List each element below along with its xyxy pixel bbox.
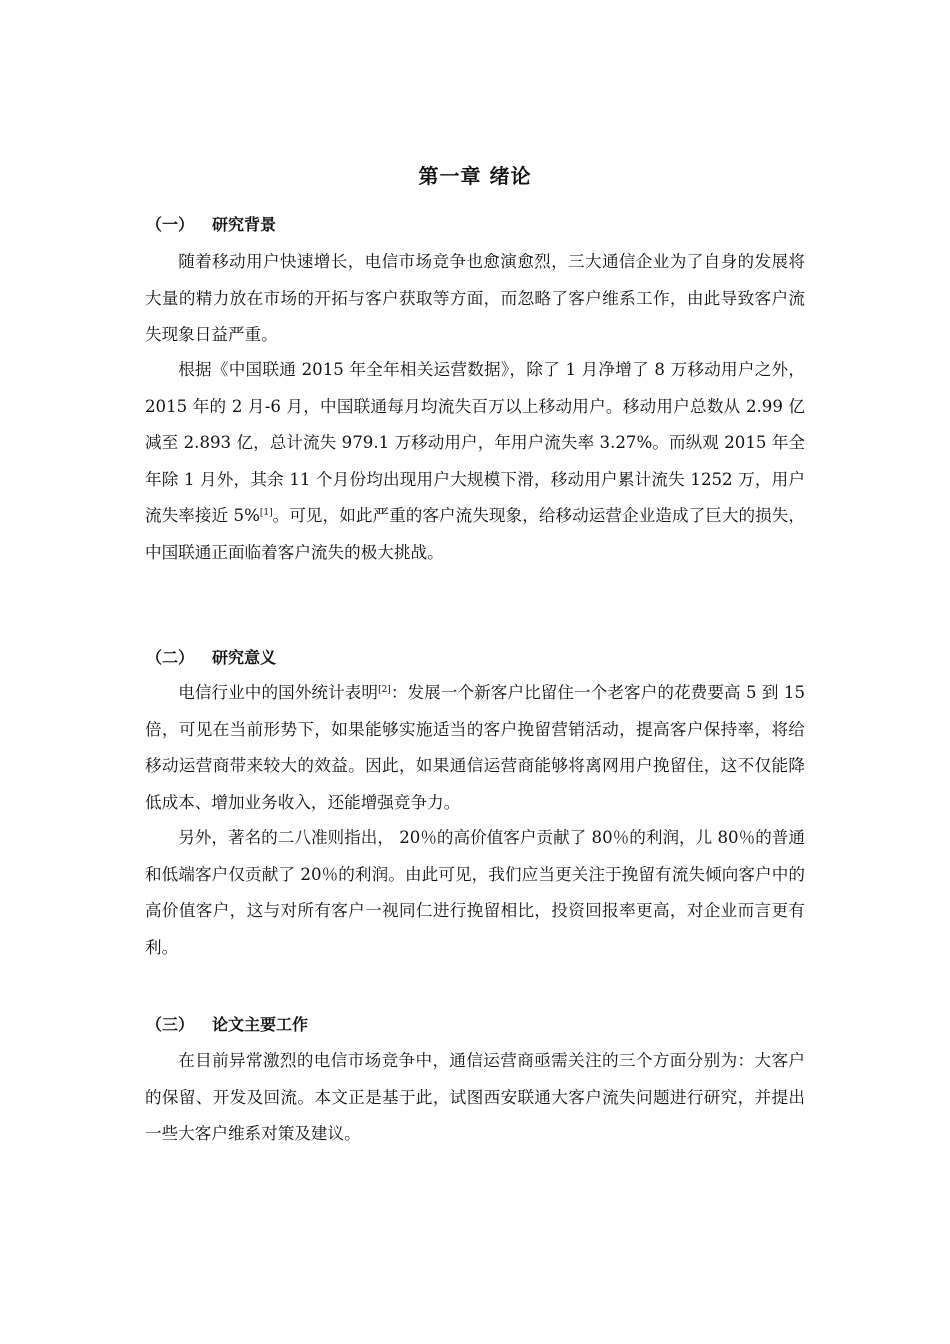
section-number: （三） xyxy=(146,1015,195,1034)
section-title: 论文主要工作 xyxy=(212,1015,309,1034)
section-title: 研究背景 xyxy=(212,215,277,234)
paragraph xyxy=(145,1043,805,1153)
section-number: （二） xyxy=(146,648,195,667)
paragraph xyxy=(145,352,805,572)
paragraph-text: 在目前异常激烈的电信市场竞争中，通信运营商亟需关注的三个方面分别为：大客户的保留、开发及回流。本文正是基于此，试图西安联通大客户流失问题进行研究，并提出一些大客户维系对策及建议。 xyxy=(145,1051,805,1144)
section-heading xyxy=(146,646,276,670)
paragraph-text: 随着移动用户快速增长，电信市场竞争也愈演愈烈，三大通信企业为了自身的发展将大量的精力放在市场的开拓与客户获取等方面，而忽略了客户维系工作，由此导致客户流失现象日益严重。 xyxy=(145,252,805,345)
paragraph-text: ：发展一个新客户比留住一个老客户的花费要高 5 到 15 倍，可见在当前形势下，如果能够实施适当的客户挽留营销活动，提高客户保持率，将给移动运营商带来较大的效益。因此，如果通信运营商能够将离网用户挽留住，这不仅能降低成本、增加业务收入，还能增强竞争力。 xyxy=(145,683,805,812)
section-heading xyxy=(146,213,276,237)
paragraph xyxy=(145,675,805,821)
section-title: 研究意义 xyxy=(212,648,277,667)
paragraph-text: 。可见，如此严重的客户流失现象，给移动运营企业造成了巨大的损失，中国联通正面临着客户流失的极大挑战。 xyxy=(145,506,805,562)
paragraph-text: 根据《中国联通 2015 年全年相关运营数据》，除了 1 月净增了 8 万移动用户之外，2015 年的 2 月-6 月，中国联通每月均流失百万以上移动用户。移动用户总数从 2.99 亿减至 2.893 亿，总计流失 979.1 万移动用户，年用户流失率 3.27%。而纵观 2015 年全年除 1 月外，其余 11 个月份均出现用户大规模下滑，移动用户累计流失 1252 万，用户流失率接近 5% xyxy=(145,360,805,526)
paragraph xyxy=(145,244,805,354)
section-number: （一） xyxy=(146,215,195,234)
section-heading xyxy=(146,1013,308,1037)
paragraph-text: 另外，著名的二八准则指出， 20％的高价值客户贡献了 80％的利润，儿 80％的普通和低端客户仅贡献了 20％的利润。由此可见，我们应当更关注于挽留有流失倾向客户中的高价值客户，这与对所有客户一视同仁进行挽留相比，投资回报率更高，对企业而言更有利。 xyxy=(145,828,805,957)
paragraph xyxy=(145,820,805,966)
citation-marker: [2] xyxy=(378,685,391,695)
paragraph-text: 电信行业中的国外统计表明 xyxy=(178,683,379,702)
citation-marker: [1] xyxy=(259,508,273,519)
chapter-title: 第一章 绪论 xyxy=(418,164,532,188)
